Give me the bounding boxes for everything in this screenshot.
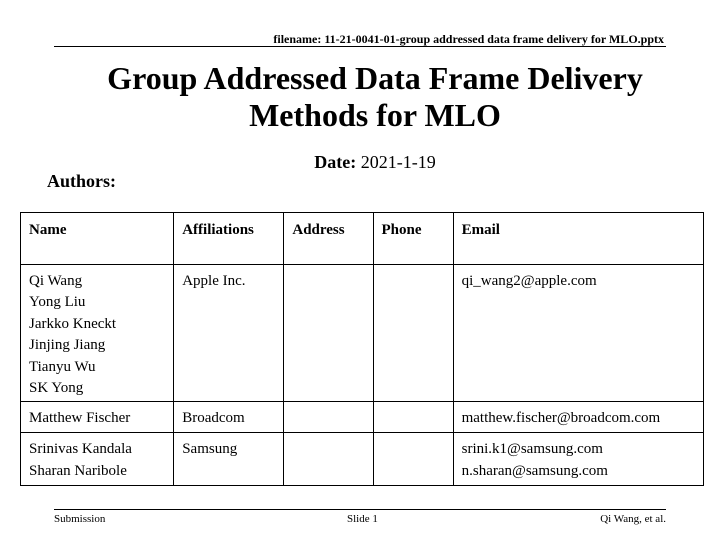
date-label: Date:: [314, 152, 357, 172]
authors-table: [20, 212, 704, 486]
author-name: Matthew Fischer: [29, 410, 131, 427]
author-name: Jinjing Jiang: [29, 337, 106, 354]
header-divider: [54, 46, 666, 47]
names-cell: [21, 433, 174, 486]
header-address: Address: [284, 213, 373, 265]
date-line: [60, 152, 690, 173]
author-email: qi_wang2@apple.com: [461, 273, 597, 289]
title-line-1: Group Addressed Data Frame Delivery: [107, 60, 643, 96]
address-cell: [284, 433, 373, 486]
author-name: Srinivas Kandala: [29, 441, 132, 458]
slide-title: [60, 60, 690, 134]
author-name: Qi Wang: [29, 273, 83, 289]
footer-divider: [54, 509, 666, 510]
authors-heading: Authors:: [47, 171, 117, 191]
email-cell: [453, 402, 703, 433]
names-cell: [21, 402, 174, 433]
author-name: Jarkko Kneckt: [29, 315, 117, 332]
footer-submission: Submission: [54, 513, 106, 525]
table-row-broadcom: [21, 402, 704, 433]
affiliation-cell: Apple Inc.: [174, 265, 284, 402]
email-cell: [453, 265, 703, 402]
author-email: n.sharan@samsung.com: [461, 462, 608, 479]
header-name: Name: [21, 213, 174, 265]
author-name: SK Yong: [29, 380, 84, 397]
names-cell: [21, 265, 174, 402]
email-cell: [453, 433, 703, 486]
author-email: matthew.fischer@broadcom.com: [461, 410, 661, 427]
phone-cell: [373, 433, 453, 486]
header-email: Email: [453, 213, 703, 265]
author-name: Yong Liu: [29, 294, 86, 311]
footer-author: Qi Wang, et al.: [600, 513, 666, 525]
address-cell: [284, 265, 373, 402]
author-email: srini.k1@samsung.com: [461, 441, 603, 458]
date-value: 2021-1-19: [360, 152, 436, 172]
header-filename: filename: 11-21-0041-01-group addressed data frame delivery for MLO.pptx: [273, 32, 664, 46]
phone-cell: [373, 265, 453, 402]
title-line-2: Methods for MLO: [249, 97, 501, 133]
table-header-row: [21, 213, 704, 265]
address-cell: [284, 402, 373, 433]
header-affiliations: Affiliations: [174, 213, 284, 265]
author-name: Sharan Naribole: [29, 462, 127, 479]
header-phone: Phone: [373, 213, 453, 265]
affiliation-cell: Broadcom: [174, 402, 284, 433]
footer-slide-number: Slide 1: [347, 513, 378, 525]
affiliation-cell: Samsung: [174, 433, 284, 486]
author-name: Tianyu Wu: [29, 358, 96, 375]
phone-cell: [373, 402, 453, 433]
table-row-apple: [21, 265, 704, 402]
table-row-samsung: [21, 433, 704, 486]
